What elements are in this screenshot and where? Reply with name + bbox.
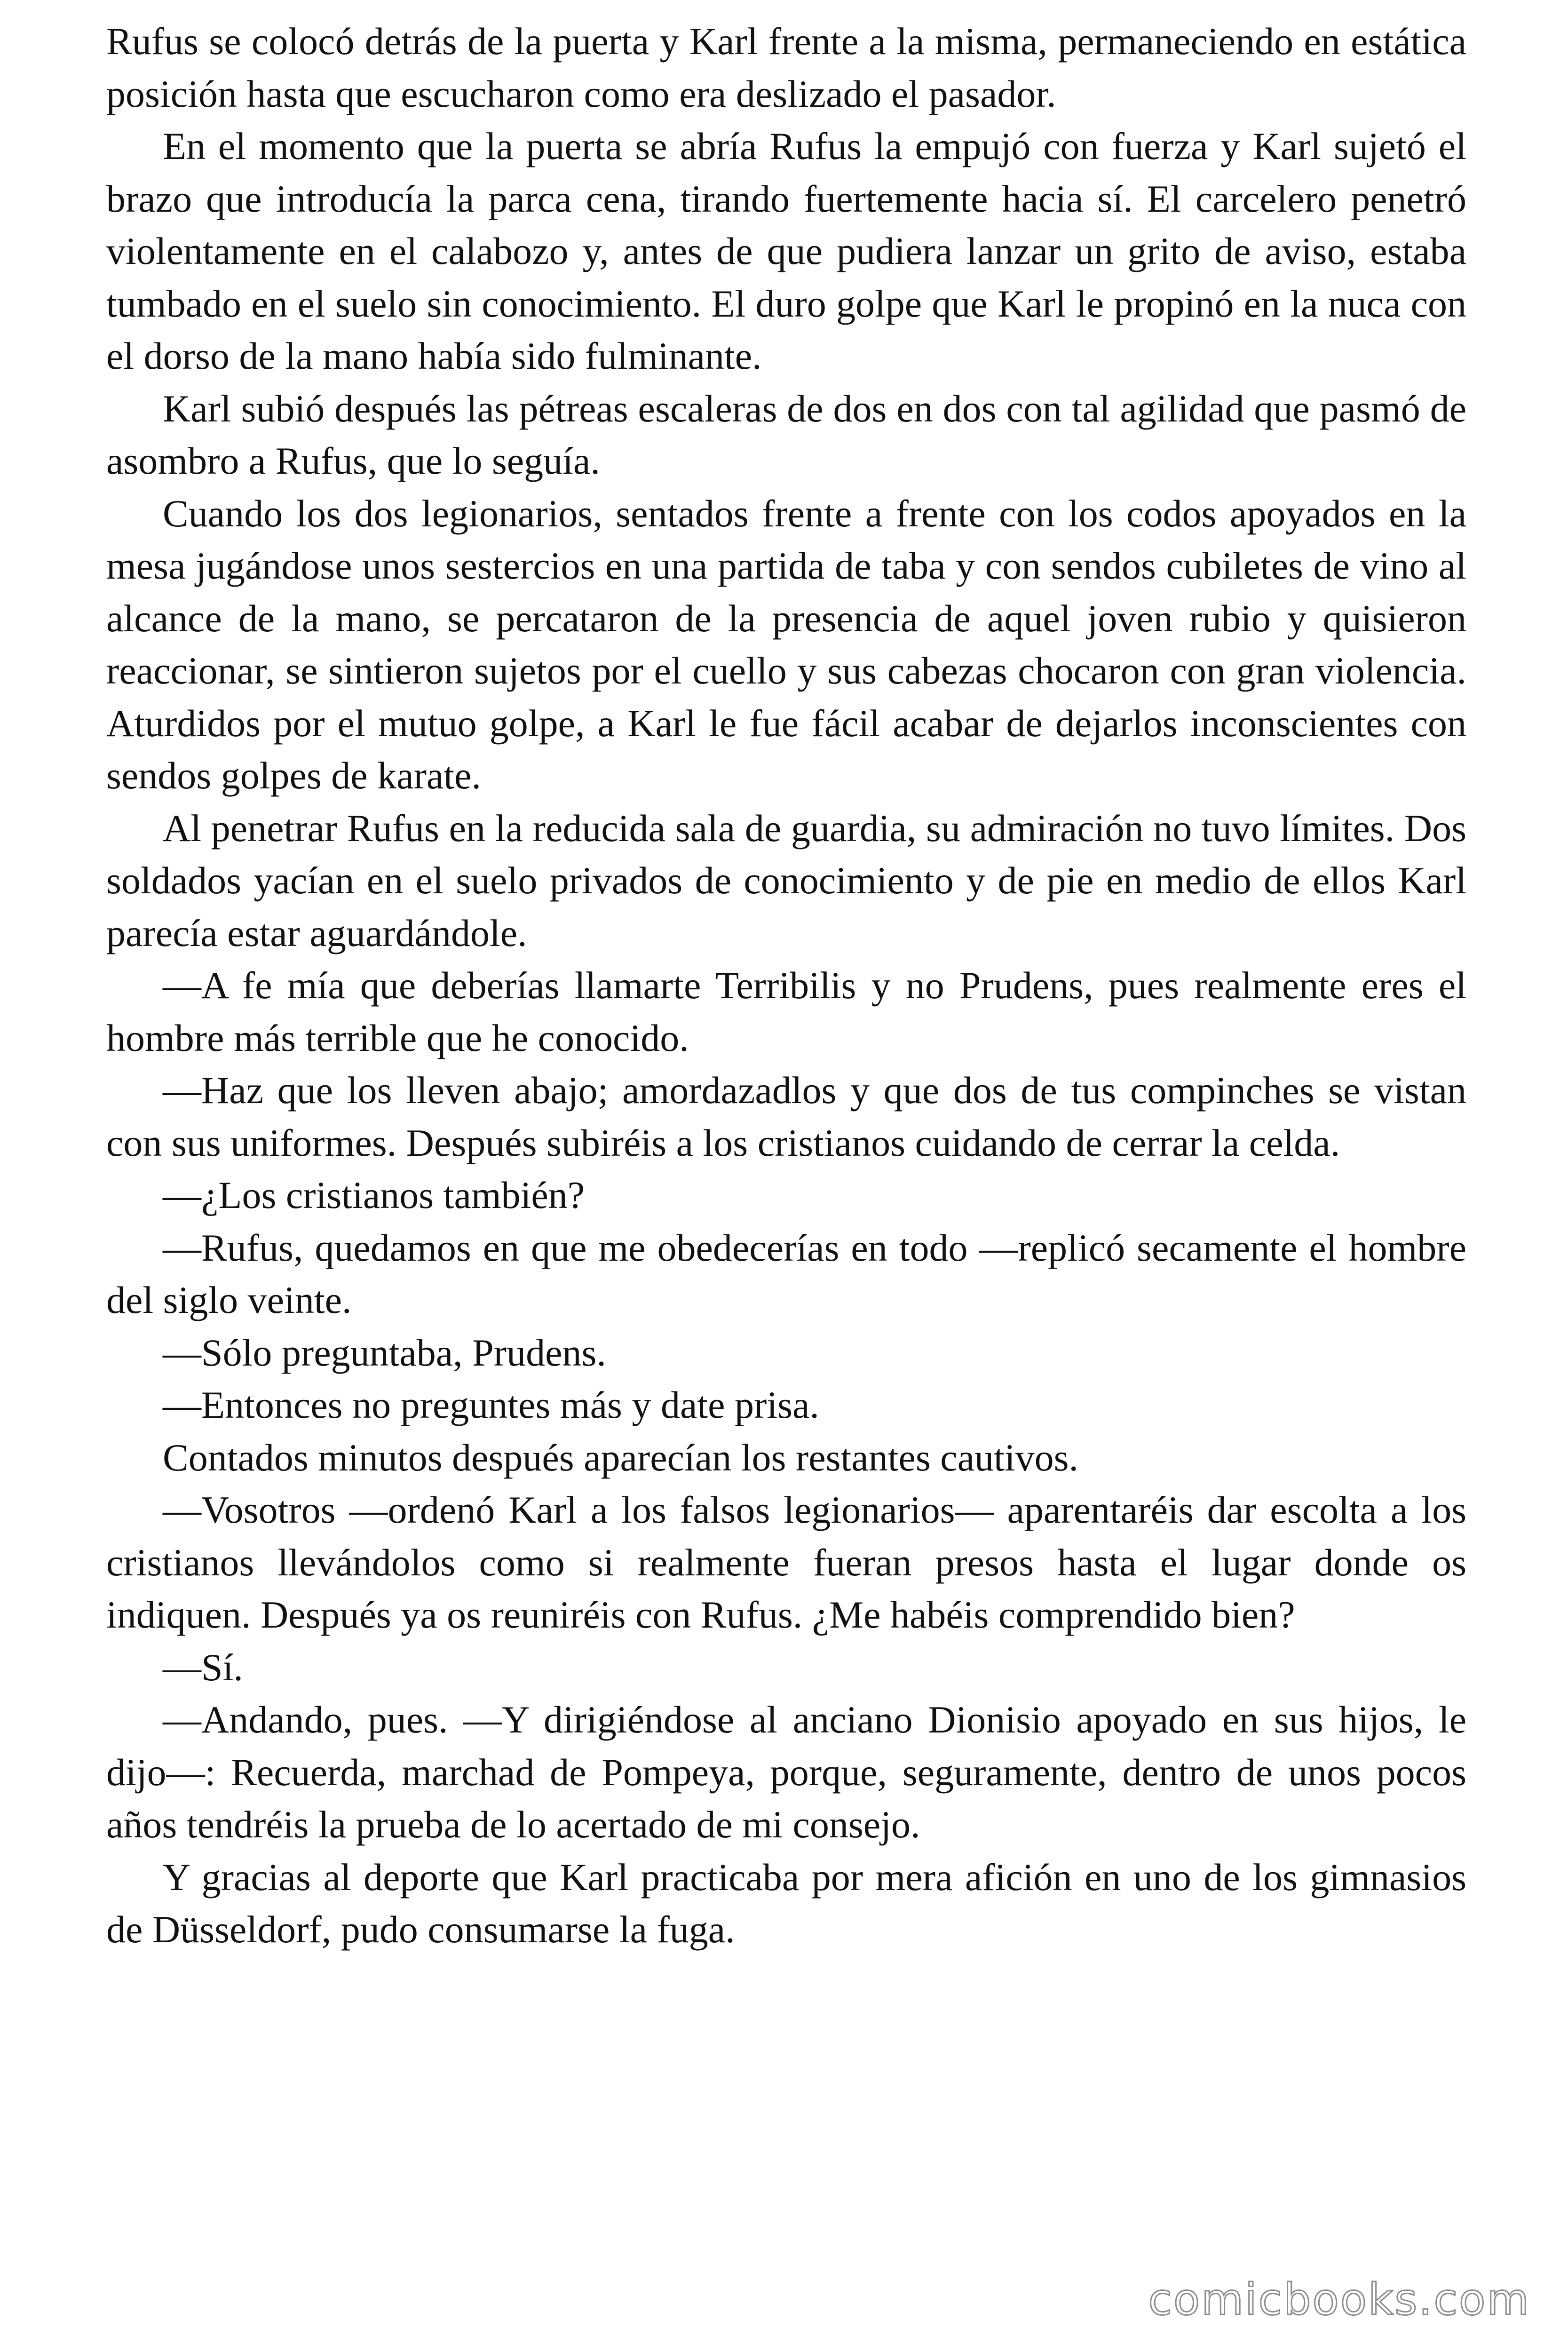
dialogue-paragraph: —A fe mía que deberías llamarte Terribilis y no Prudens, pues realmente eres el hombre más terrible que he conocido. xyxy=(106,964,1466,1059)
paragraph: Cuando los dos legionarios, sentados frente a frente con los codos apoyados en la mesa jugándose unos sestercios en una partida de taba y con sendos cubiletes de vino al alcance de la mano, se percataron de la presencia de aquel joven rubio y quisieron reaccionar, se sintieron sujetos por el cuello y sus cabezas chocaron con gran violencia. Aturdidos por el mutuo golpe, a Karl le fue fácil acabar de dejarlos inconscientes con sendos golpes de karate. xyxy=(106,492,1466,797)
dialogue-paragraph: —Sólo preguntaba, Prudens. xyxy=(163,1331,606,1374)
dialogue-paragraph: —Rufus, quedamos en que me obedecerías en todo —replicó secamente el hombre del siglo veinte. xyxy=(106,1226,1466,1321)
paragraph: Rufus se colocó detrás de la puerta y Karl frente a la misma, permaneciendo en estática posición hasta que escucharon como era deslizado el pasador. xyxy=(106,20,1466,115)
dialogue-paragraph: —Sí. xyxy=(163,1645,243,1689)
paragraph: Al penetrar Rufus en la reducida sala de guardia, su admiración no tuvo límites. Dos soldados yacían en el suelo privados de conocimiento y de pie en medio de ellos Karl parecía estar aguardándole. xyxy=(106,806,1466,954)
paragraph: Karl subió después las pétreas escaleras de dos en dos con tal agilidad que pasmó de asombro a Rufus, que lo seguía. xyxy=(106,387,1466,482)
watermark: comicbooks.com xyxy=(1148,2274,1530,2325)
book-page xyxy=(106,15,1466,1956)
dialogue-paragraph: —Vosotros —ordenó Karl a los falsos legionarios— aparentaréis dar escolta a los cristianos llevándolos como si realmente fueran presos hasta el lugar donde os indiquen. Después ya os reuniréis con Rufus. ¿Me habéis comprendido bien? xyxy=(106,1488,1466,1636)
paragraph: En el momento que la puerta se abría Rufus la empujó con fuerza y Karl sujetó el brazo que introducía la parca cena, tirando fuertemente hacia sí. El carcelero penetró violentamente en el calabozo y, antes de que pudiera lanzar un grito de aviso, estaba tumbado en el suelo sin conocimiento. El duro golpe que Karl le propinó en la nuca con el dorso de la mano había sido fulminante. xyxy=(106,125,1466,377)
dialogue-paragraph: —¿Los cristianos también? xyxy=(163,1174,585,1216)
paragraph: Contados minutos después aparecían los restantes cautivos. xyxy=(163,1436,1079,1479)
paragraph: Y gracias al deporte que Karl practicaba por mera afición en uno de los gimnasios de Düsseldorf, pudo consumarse la fuga. xyxy=(106,1855,1466,1951)
dialogue-paragraph: —Andando, pues. —Y dirigiéndose al anciano Dionisio apoyado en sus hijos, le dijo—: Recuerda, marchad de Pompeya, porque, seguramente, dentro de unos pocos años tendréis la prueba de lo acertado de mi consejo. xyxy=(106,1698,1466,1846)
dialogue-paragraph: —Haz que los lleven abajo; amordazadlos y que dos de tus compinches se vistan con sus uniformes. Después subiréis a los cristianos cuidando de cerrar la celda. xyxy=(106,1069,1466,1164)
dialogue-paragraph: —Entonces no preguntes más y date prisa. xyxy=(163,1383,819,1426)
